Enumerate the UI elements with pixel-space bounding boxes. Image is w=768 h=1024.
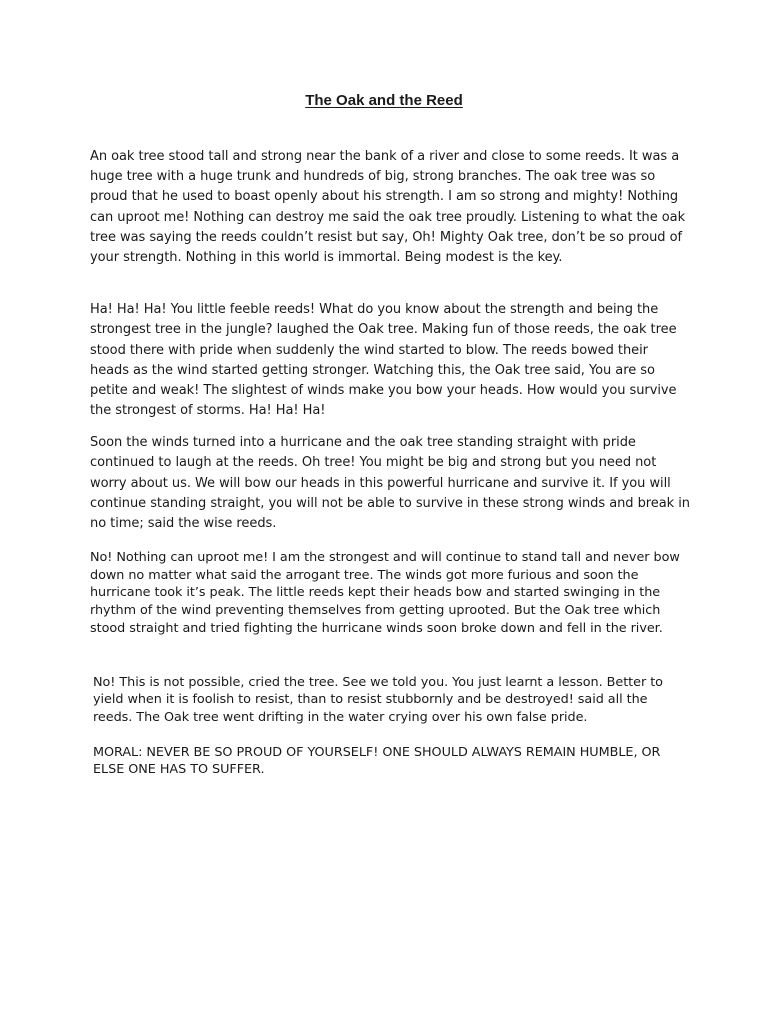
moral-paragraph: MORAL: NEVER BE SO PROUD OF YOURSELF! ONE SHOULD ALWAYS REMAIN HUMBLE, OR ELSE ONE HAS TO SUFFER. <box>93 745 661 778</box>
paragraph-3: Soon the winds turned into a hurricane and the oak tree standing straight with pride continued to laugh at the reeds. Oh tree! You might be big and strong but you need not worry about us. We will bow our heads in this powerful hurricane and survive it. If you will continue standing straight, you will not be able to survive in these strong winds and break in no time; said the wise reeds. <box>90 435 690 532</box>
document-title: The Oak and the Reed <box>305 92 463 109</box>
paragraph-5: No! This is not possible, cried the tree. See we told you. You just learnt a lesson. Better to yield when it is foolish to resist, than to resist stubbornly and be destroyed! said all the reeds. The Oak tree went drifting in the water crying over his own false pride. <box>93 675 663 725</box>
paragraph-1: An oak tree stood tall and strong near the bank of a river and close to some reeds. It was a huge tree with a huge trunk and hundreds of big, strong branches. The oak tree was so proud that he used to boast openly about his strength. I am so strong and mighty! Nothing can uproot me! Nothing can destroy me said the oak tree proudly. Listening to what the oak tree was saying the reeds couldn’t resist but say, Oh! Mighty Oak tree, don’t be so proud of your strength. Nothing in this world is immortal. Being modest is the key. <box>90 149 686 266</box>
paragraph-2: Ha! Ha! Ha! You little feeble reeds! What do you know about the strength and being the strongest tree in the jungle? laughed the Oak tree. Making fun of those reeds, the oak tree stood there with pride when suddenly the wind started to blow. The reeds bowed their heads as the wind started getting stronger. Watching this, the Oak tree said, You are so petite and weak! The slightest of winds make you bow your heads. How would you survive the strongest of storms. Ha! Ha! Ha! <box>90 302 677 419</box>
paragraph-4: No! Nothing can uproot me! I am the strongest and will continue to stand tall and never bow down no matter what said the arrogant tree. The winds got more furious and soon the hurricane took it’s peak. The little reeds kept their heads bow and started swinging in the rhythm of the wind preventing themselves from getting uprooted. But the Oak tree which stood straight and tried fighting the hurricane winds soon broke down and fell in the river. <box>90 550 680 636</box>
